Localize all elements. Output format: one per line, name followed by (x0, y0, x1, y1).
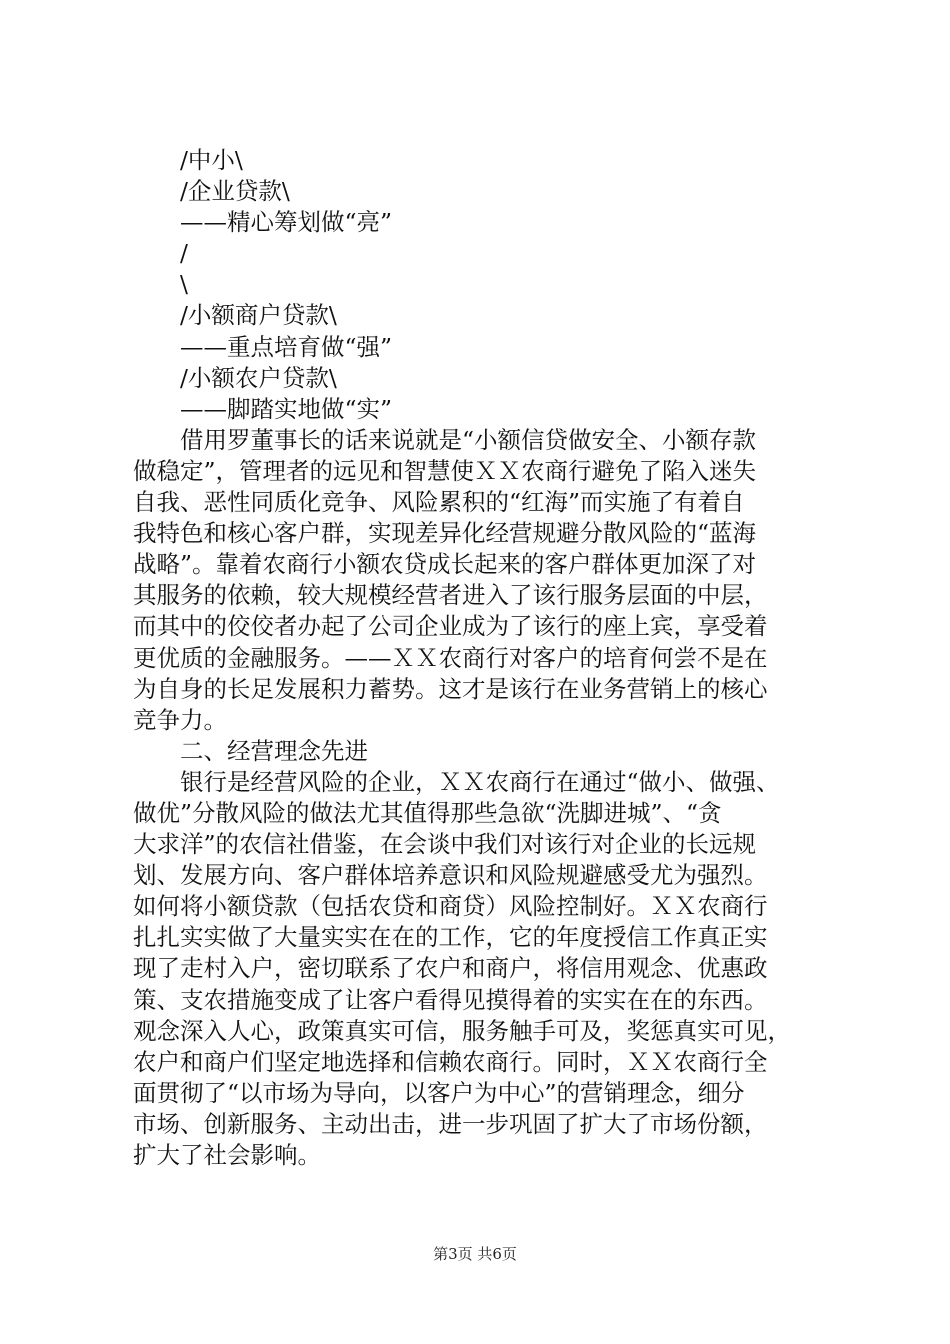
paragraph-line: 为自身的长足发展积力蓄势。这才是该行在业务营销上的核心 (133, 674, 768, 703)
section-heading: 二、经营理念先进 (180, 736, 368, 765)
text-line: ——脚踏实地做“实” (180, 394, 393, 423)
document-body (133, 145, 833, 1171)
paragraph-line: 观念深入人心，政策真实可信，服务触手可及，奖惩真实可见， (133, 1016, 791, 1045)
paragraph-line: 市场、创新服务、主动出击，进一步巩固了扩大了市场份额， (133, 1109, 768, 1138)
text-line: /企业贷款\ (180, 177, 290, 206)
page-number-footer: 第3页 共6页 (433, 1245, 517, 1263)
paragraph-line: 策、支农措施变成了让客户看得见摸得着的实实在在的东西。 (133, 985, 768, 1014)
paragraph-line: 其服务的依赖，较大规模经营者进入了该行服务层面的中层， (133, 581, 768, 610)
paragraph-line: 现了走村入户，密切联系了农户和商户，将信用观念、优惠政 (133, 954, 768, 983)
paragraph-line: 做优”分散风险的做法尤其值得那些急欲“洗脚进城”、“贪 (133, 798, 722, 827)
paragraph-line: 面贯彻了“以市场为导向，以客户为中心”的营销理念，细分 (133, 1078, 745, 1107)
paragraph-line: 借用罗董事长的话来说就是“小额信贷做安全、小额存款 (180, 425, 757, 454)
paragraph-line: 大求洋”的农信社借鉴，在会谈中我们对该行对企业的长远规 (133, 830, 757, 859)
text-line: ——重点培育做“强” (180, 332, 393, 361)
paragraph-line: 更优质的金融服务。——ＸＸ农商行对客户的培育何尝不是在 (133, 643, 768, 672)
paragraph-2 (133, 767, 833, 1171)
text-line: /小额农户贷款\ (180, 363, 337, 392)
paragraph-line: 如何将小额贷款（包括农贷和商贷）风险控制好。ＸＸ农商行 (133, 892, 768, 921)
paragraph-line: 自我、恶性同质化竞争、风险累积的“红海”而实施了有着自 (133, 488, 745, 517)
text-line: \ (180, 270, 188, 299)
text-line: / (180, 239, 188, 268)
text-line: /小额商户贷款\ (180, 301, 337, 330)
paragraph-line: 做稳定”，管理者的远见和智慧使ＸＸ农商行避免了陷入迷失 (133, 456, 757, 485)
paragraph-line: 扎扎实实做了大量实实在在的工作，它的年度授信工作真正实 (133, 923, 768, 952)
paragraph-1 (133, 425, 833, 736)
paragraph-line: 扩大了社会影响。 (133, 1141, 321, 1169)
paragraph-line: 银行是经营风险的企业，ＸＸ农商行在通过“做小、做强、 (180, 767, 780, 796)
paragraph-line: 划、发展方向、客户群体培养意识和风险规避感受尤为强烈。 (133, 861, 768, 890)
text-line: ——精心筹划做“亮” (180, 208, 393, 237)
text-line: /中小\ (180, 146, 243, 174)
paragraph-line: 农户和商户们坚定地选择和信赖农商行。同时，ＸＸ农商行全 (133, 1047, 768, 1076)
paragraph-line: 战略”。靠着农商行小额农贷成长起来的客户群体更加深了对 (133, 550, 757, 579)
paragraph-line: 我特色和核心客户群，实现差异化经营规避分散风险的“蓝海 (133, 519, 757, 548)
paragraph-line: 而其中的佼佼者办起了公司企业成为了该行的座上宾，享受着 (133, 612, 768, 641)
paragraph-line: 竞争力。 (133, 705, 227, 734)
